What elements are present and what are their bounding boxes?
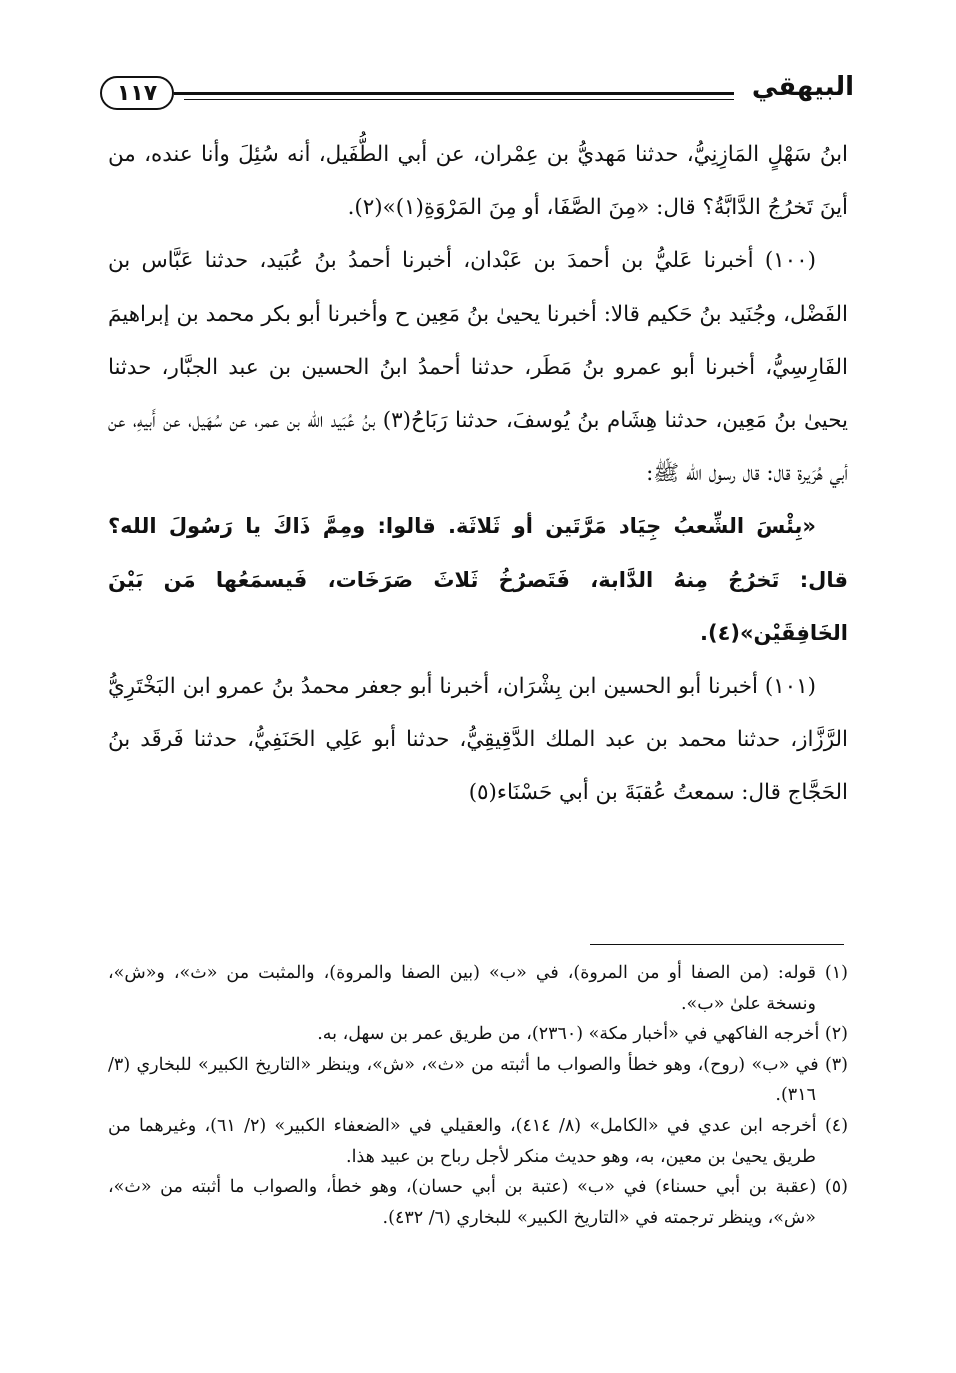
- footnote-2: (٢) أخرجه الفاكهي في «أخبار مكة» (٢٣٦٠)، من طريق عمر بن سهل، به.: [317, 1024, 848, 1045]
- header-rule-thin: [184, 99, 734, 100]
- main-text: [108, 128, 848, 820]
- book-title: البيهقي: [751, 72, 854, 102]
- footnote-4: (٤) أخرجه ابن عدي في «الكامل» (٨/ ٤١٤)، والعقيلي في «الضعفاء الكبير» (٢/ ٦١)، وغيرهما من طريق يحيىٰ بن معين، به، وهو حديث منكر لأجل رباح بن عبيد هذا.: [108, 1115, 849, 1167]
- footnote-3: (٣) في «ب» (روح)، وهو خطأ والصواب ما أثبته من «ث»، «ش»، وينظر «التاريخ الكبير» للبخاري (٣/ ٣١٦).: [108, 1054, 848, 1106]
- page-number: ١١٧: [100, 76, 174, 110]
- footnote-separator: [590, 944, 844, 945]
- paragraph: ابنُ سَهْلٍ المَازِنِيُّ، حدثنا مَهديُّ بن عِمْران، عن أبي الطُّفَيل، أنه سُئِلَ وأنا عنده، من أينَ تَخرُجُ الدَّابَّةُ؟ قال: «مِنَ الصَّفَا، أو مِنَ المَرْوَةِ(١)»(٢).: [108, 142, 848, 221]
- hadith-100-isnad: (١٠٠) أخبرنا عَليُّ بن أحمدَ بن عَبْدان، أخبرنا أحمدُ بنُ عُبَيد، حدثنا عَبَّاس بن الفَضْل، وجُنَيد بنُ حَكيم قالا: أخبرنا يحيىٰ بنُ مَعِين ح وأخبرنا أبو بكر محمد بن إبراهيمَ الفَارِسِيُّ، أخبرنا أبو عمرو بنُ مَطَر، حدثنا أحمدُ ابنُ الحسين بن عبد الجبَّار، حدثنا يحيىٰ بنُ مَعِين، حدثنا هِشَام بنُ يُوسفَ، حدثنا رَبَاحُ(٣) بنُ عُبَيد الله بن عمر، عن سُهَيل، عن أَبيهِ، عن أبي هُرَيرة قال: قال رسول الله ﷺ:: [108, 248, 848, 487]
- footnote-1: (١) قوله: (من الصفا أو من المروة)، في «ب» (بين الصفا والمروة)، والمثبت من «ث»، و«ش»، ونسخة علىٰ «ب».: [108, 963, 848, 1014]
- footnote-5: (٥) (عقبة بن أبي حسناء) في «ب» (عتبة بن أبي حسان)، وهو خطأ، والصواب ما أثبته من «ث»، «ش»، وينظر ترجمته في «التاريخ الكبير» للبخاري (٦/ ٤٣٢).: [108, 1177, 848, 1228]
- hadith-101-isnad: (١٠١) أخبرنا أبو الحسين ابن بِشْرَان، أخبرنا أبو جعفر محمدُ بنُ عمرو ابن البَخْتَرِيُّ الرَّزَّاز، حدثنا محمد بن عبد الملك الدَّقِيقِيُّ، حدثنا أبو عَلِي الحَنَفِيُّ، حدثنا فَرقَد بنُ الحَجَّاج قال: سمعتُ عُقبَةَ بن أبي حَسْنَاء(٥): [108, 674, 848, 806]
- hadith-100-matn: «بِئْسَ الشِّعبُ جِيَاد مَرَّتَين أو ثَلاثَة. قالوا: ومِمَّ ذَاكَ يا رَسُولَ الله؟ قال: تَخرُجُ مِنهُ الدَّابة، فَتَصرُخُ ثَلاثَ صَرَخَات، فَيسمَعُها مَن بَيْنَ الخَافِقَيْن»(٤).: [108, 514, 848, 645]
- header-rule: [174, 92, 734, 95]
- running-header: [100, 72, 854, 116]
- footnotes: [108, 958, 848, 1233]
